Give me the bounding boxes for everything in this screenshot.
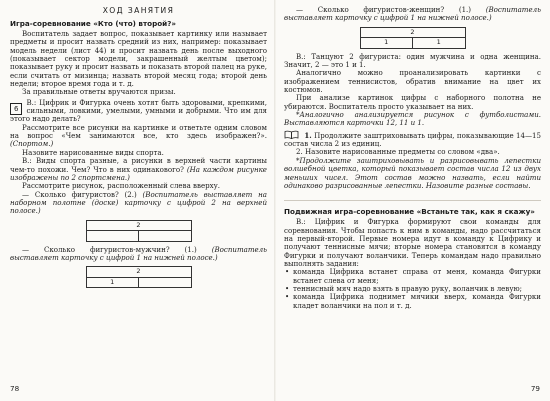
game-title-right: Подвижная игра-соревнование «Встаньте так, как я скажу» (284, 200, 541, 216)
number-card (86, 266, 192, 288)
paragraph: — Сколько фигуристов-мужчин? (1.) (Воспитатель выставляет карточку с цифрой 1 на нижней полосе.) (10, 244, 268, 262)
card-bottom-right-cell (138, 278, 191, 288)
paragraph: Назовите нарисованные виды спорта. (22, 147, 164, 157)
page-right (275, 0, 550, 401)
card-bottom-left-cell: 1 (110, 277, 115, 286)
lesson-heading: ХОД ЗАНЯТИЯ (102, 6, 175, 15)
paragraph: В.: Цифрик и Фигурка формируют свои команды для соревнования. Чтобы попасть к ним в команды, надо рассчитаться на первый-второй. Первые номера идут в команду к Цифрику и получают теннисные мячи; вторые номера становятся в команду Фигурки и получают воланчики. Теперь командам надо правильно выполнять задания: (284, 217, 541, 268)
number-card (86, 220, 192, 242)
open-book-icon (284, 130, 299, 139)
paragraph: — Сколько фигуристов-женщин? (1.) (Воспитатель выставляет карточку с цифрой 1 на нижней полосе.) (284, 5, 541, 23)
game-title-left: Игра-соревнование «Кто (что) второй?» (10, 19, 177, 28)
paragraph: — Сколько фигуристов? (2.) (Воспитатель выставляет на наборном полотне (доске) карточку с цифрой 2 на верхней полосе.) (10, 189, 267, 216)
paragraph: При анализе картинок цифры с наборного полотна не убираются. Воспитатель просто указывает на них. (284, 93, 541, 111)
card-top-cell: 2 (136, 267, 141, 276)
list-item: • теннисный мяч надо взять в правую руку, воланчик в левую; (284, 285, 541, 293)
list-item: • команда Цифрика встанет справа от меня, команда Фигурки встанет слева от меня; (284, 268, 541, 285)
card-bottom-left-cell (87, 231, 139, 241)
card-top-cell: 2 (410, 27, 415, 36)
paragraph: В.: Виды спорта разные, а рисунки в верхней части картины чем-то похожи. Чем? Что в них одинакового? (На каждом рисунке изображены по 2 спортсмена.) (10, 156, 267, 182)
paragraph: Аналогично можно проанализировать картинки с изображением теннисистов, обратив внимание на цвет их костюмов. (284, 68, 541, 95)
paragraph: В.: Танцуют 2 фигуриста: один мужчина и одна женщина. Значит, 2 — это 1 и 1. (284, 51, 541, 70)
card-bottom-left-cell: 1 (384, 38, 389, 47)
card-bottom-right-cell: 1 (412, 38, 465, 48)
paragraph: Рассмотрите рисунок, расположенный слева вверху. (22, 181, 220, 191)
paragraph-with-number (10, 99, 267, 124)
page-number-right: 79 (530, 384, 540, 393)
rules-list (284, 268, 541, 310)
card-top-cell: 2 (136, 220, 141, 229)
paragraph: Воспитатель задает вопрос, показывает картинку или называет предметы и просит назвать средний из них, например: показывает модель недели (лист 44) и просит назвать день после выходного (показывает сектор модели, закрашенный желтым цветом); показывает руку и просит назвать и показать второй палец на руке, если считать от мизинца; назвать второй месяц года; второй день недели; второе время года и т. д. (10, 29, 267, 89)
paragraph-text: В.: Цифрик и Фигурка очень хотят быть здоровыми, крепкими, сильными, ловкими, умелыми, умными и добрыми. Что им для этого надо делать? (10, 97, 267, 124)
paragraph: 2. Назовите нарисованные предметы со словом «два». (296, 147, 500, 157)
paragraph: Рассмотрите все рисунки на картинке и ответьте одним словом на вопрос «Чем занимаются все, кто здесь изображен?». (Спортом.) (10, 122, 267, 149)
number-card (360, 27, 466, 49)
paragraph: *Аналогично анализируется рисунок с футболистами. Выставляются карточки 12, 11 и 1. (284, 110, 541, 128)
paragraph: За правильные ответы вручаются призы. (22, 87, 176, 97)
card-bottom-right-cell (138, 231, 191, 241)
paragraph: *Продолжите заштриховывать и разрисовывать лепестки волшебной цветка, который показывает состав числа 12 из двух меньших чисел. Этот состав можно назвать, если найти одинаково разрисованные лепестки. Назовите разные составы. (284, 155, 541, 190)
workbook-task: 1. Продолжите заштриховывать цифры, показывающие 14—15 состав числа 2 из единиц. (284, 130, 541, 149)
page-number-left: 78 (10, 384, 20, 393)
list-item: • команда Цифрика поднимет мячики вверх, команда Фигурки кладет воланчики на пол и т. д. (284, 293, 541, 310)
task-number-box: 6 (10, 103, 22, 115)
